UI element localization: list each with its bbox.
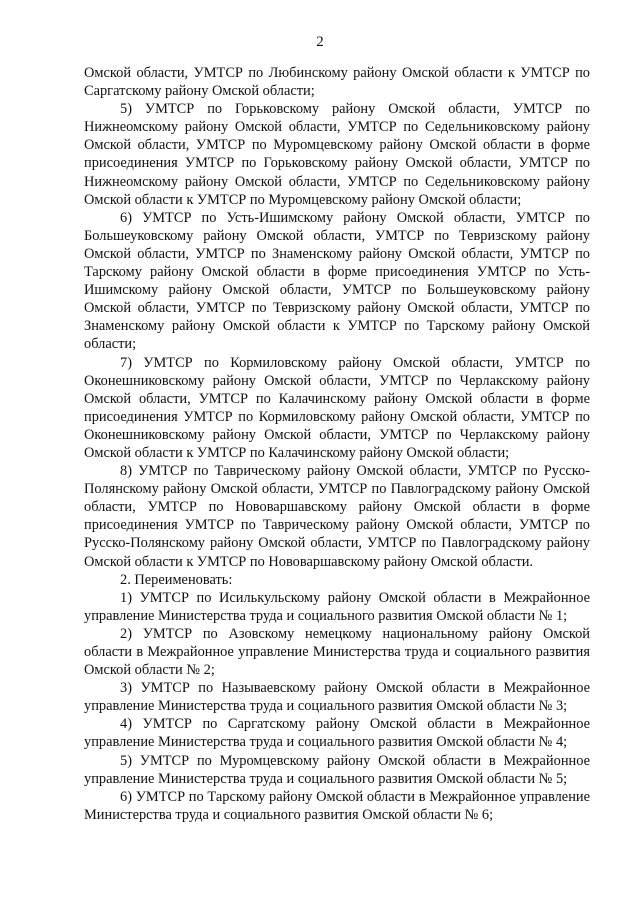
paragraph-section-2-heading: 2. Переименовать:: [120, 571, 233, 588]
paragraph-item-6-reorganize: 6) УМТСР по Усть-Ишимскому району Омской области, УМТСР по Большеуковскому району Омской области, УМТСР по Тевризскому району Омской области, УМТСР по Знаменскому району Омской области, УМТСР по Тарскому району Омской области в форме присоединения УМТСР по Усть-Ишимскому району Омской области, УМТСР по Большеуковскому району Омской области, УМТСР по Тевризскому району Омской области, УМТСР по Знаменскому району Омской области к УМТСР по Тарскому району Омской области;: [84, 209, 590, 353]
paragraph-rename-item-2: 2) УМТСР по Азовскому немецкому национальному району Омской области в Межрайонное управление Министерства труда и социального развития Омской области № 2;: [84, 625, 590, 679]
page-number: 2: [316, 34, 324, 50]
paragraph-continued: Омской области, УМТСР по Любинскому району Омской области к УМТСР по Саргатскому району Омской области;: [84, 65, 590, 100]
paragraph-rename-item-6: 6) УМТСР по Тарскому району Омской области в Межрайонное управление Министерства труда и социального развития Омской области № 6;: [84, 788, 590, 823]
paragraph-item-7-reorganize: 7) УМТСР по Кормиловскому району Омской области, УМТСР по Оконешниковскому району Омской области, УМТСР по Черлакскому району Омской области, УМТСР по Калачинскому району Омской области в форме присоединения УМТСР по Кормиловскому району Омской области, УМТСР по Оконешниковскому району Омской области, УМТСР по Черлакскому району Омской области к УМТСР по Калачинскому району Омской области;: [84, 354, 590, 461]
document-body: [84, 64, 590, 824]
paragraph-rename-item-3: 3) УМТСР по Называевскому району Омской области в Межрайонное управление Министерства труда и социального развития Омской области № 3;: [84, 680, 590, 715]
paragraph-item-8-reorganize: 8) УМТСР по Таврическому району Омской области, УМТСР по Русско-Полянскому району Омской области, УМТСР по Павлоградскому району Омской области, УМТСР по Нововаршавскому району Омской области в форме присоединения УМТСР по Таврическому району Омской области, УМТСР по Русско-Полянскому району Омской области, УМТСР по Павлоградскому району Омской области к УМТСР по Нововаршавскому району Омской области.: [84, 463, 590, 570]
paragraph-rename-item-4: 4) УМТСР по Саргатскому району Омской области в Межрайонное управление Министерства труда и социального развития Омской области № 4;: [84, 716, 590, 751]
paragraph-item-5-reorganize: 5) УМТСР по Горьковскому району Омской области, УМТСР по Нижнеомскому району Омской области, УМТСР по Седельниковскому району Омской области, УМТСР по Муромцевскому району Омской области в форме присоединения УМТСР по Горьковскому району Омской области, УМТСР по Нижнеомскому району Омской области, УМТСР по Седельниковскому району Омской области к УМТСР по Муромцевскому району Омской области;: [84, 101, 590, 208]
paragraph-rename-item-1: 1) УМТСР по Исилькульскому району Омской области в Межрайонное управление Министерства труда и социального развития Омской области № 1;: [84, 589, 590, 624]
paragraph-rename-item-5: 5) УМТСР по Муромцевскому району Омской области в Межрайонное управление Министерства труда и социального развития Омской области № 5;: [84, 752, 590, 787]
